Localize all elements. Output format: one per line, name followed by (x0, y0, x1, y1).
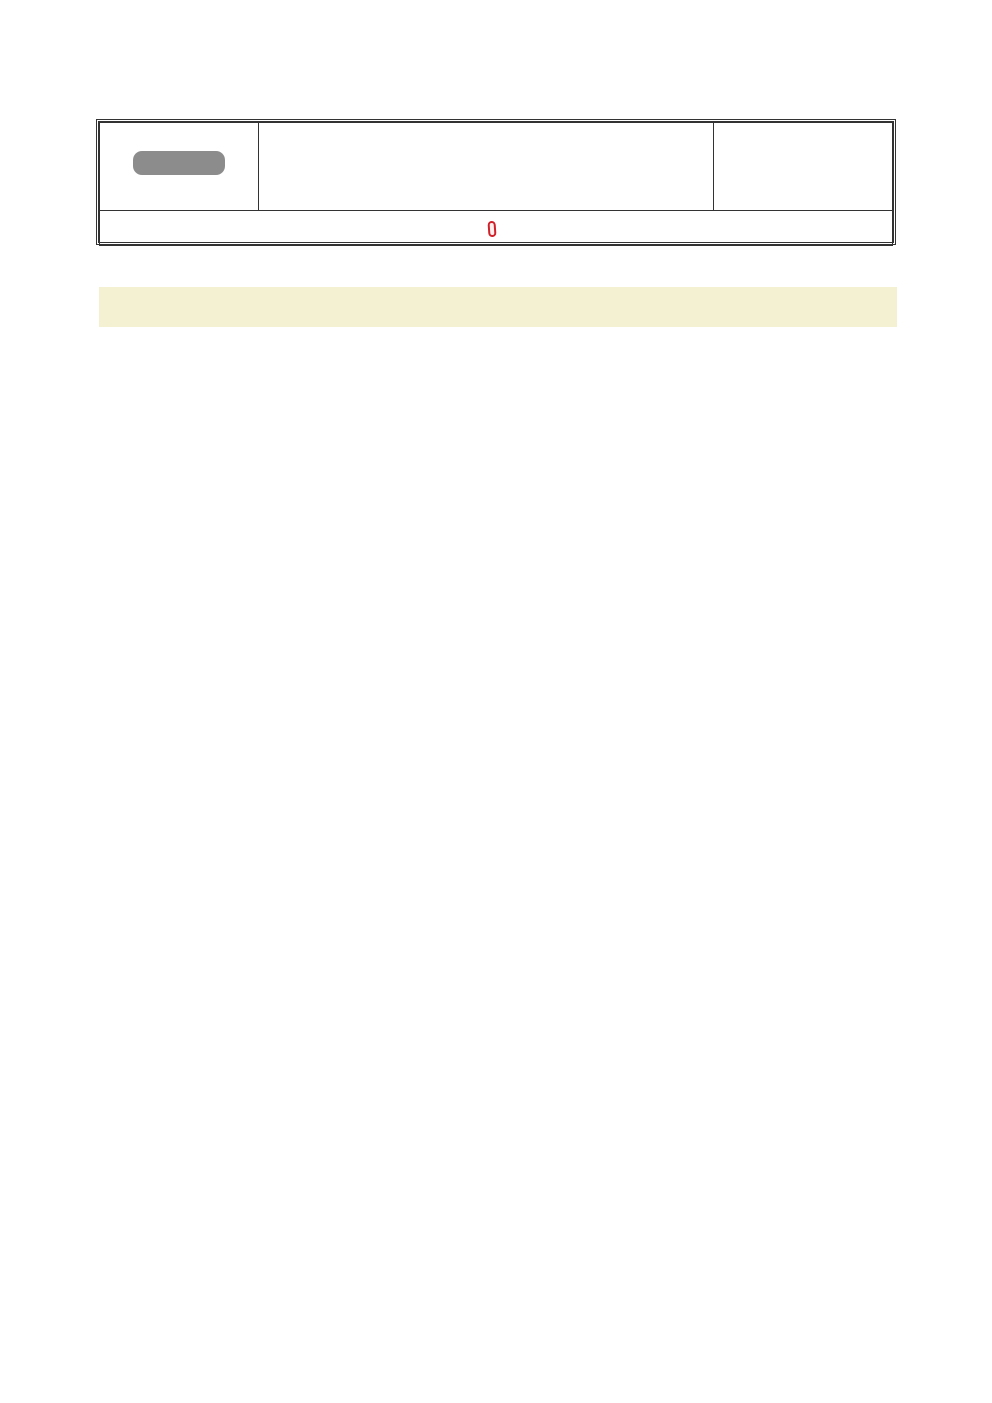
school-slogan (100, 211, 893, 246)
motto-badge (133, 151, 225, 175)
school-motto (100, 123, 259, 211)
letterhead (96, 119, 896, 245)
innovation-school-stamp-icon (487, 220, 496, 237)
letter-title-cell (259, 123, 714, 211)
rainbow-top-bar (99, 279, 897, 287)
letter-title (469, 141, 503, 192)
notice-title-banner (99, 287, 897, 327)
department-cell (714, 123, 893, 211)
bottom-color-bar (99, 327, 897, 335)
